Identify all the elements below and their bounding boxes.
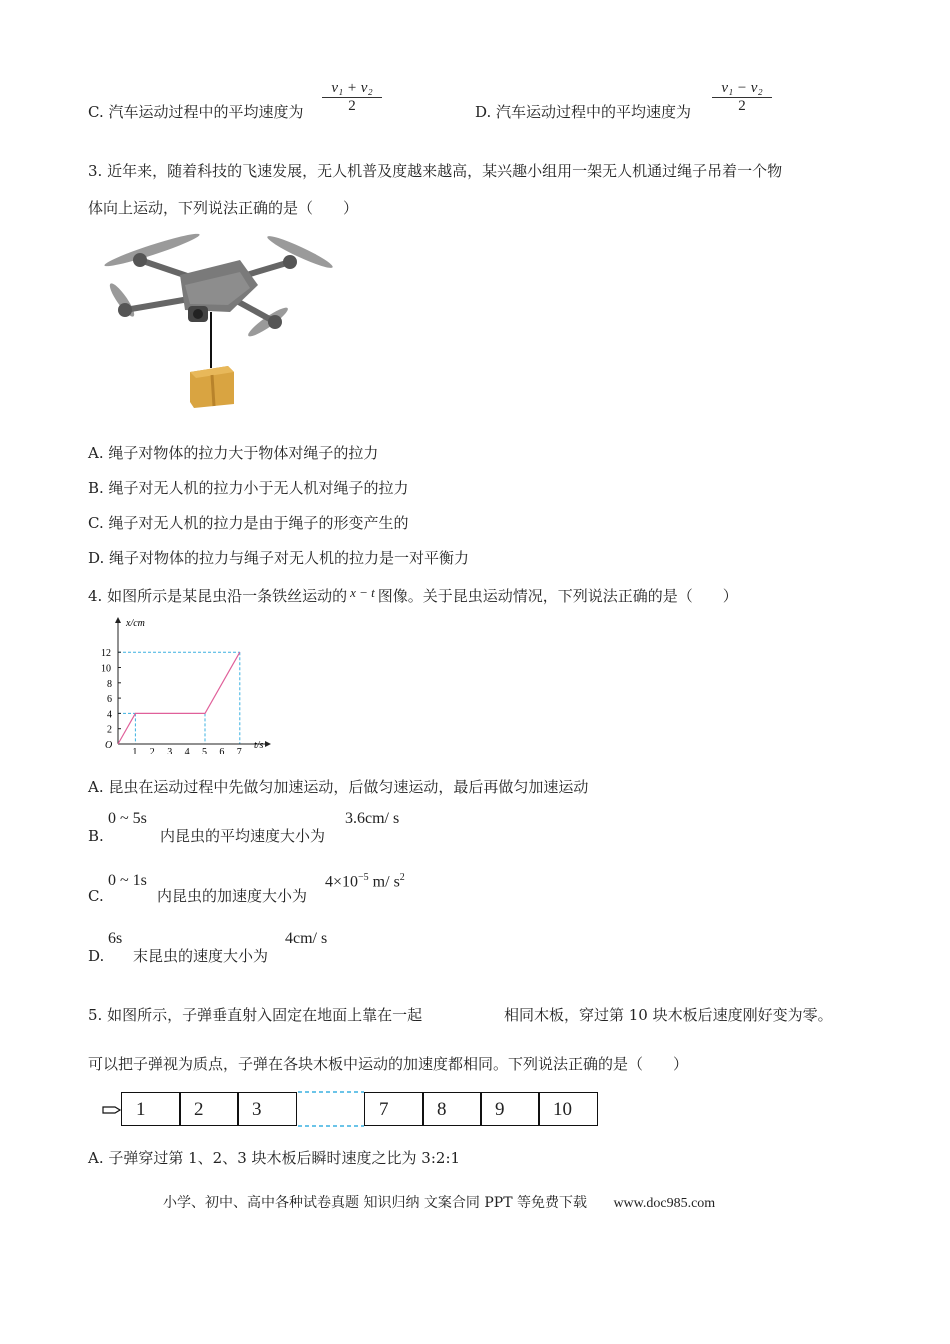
board-1: 1 [121, 1092, 181, 1126]
board-7: 7 [364, 1092, 424, 1126]
xt-chart [96, 612, 276, 754]
footer [163, 1192, 715, 1212]
q3-option-c: C. 绳子对无人机的拉力是由于绳子的形变产生的 [88, 514, 409, 532]
q4-option-d-math2: 4cm/ s [285, 930, 328, 947]
q4-option-d-math1: 6s [108, 930, 123, 947]
x-tick-label-6: 6 [219, 747, 225, 754]
x-tick-label-1: 1 [132, 747, 138, 754]
board-8: 8 [422, 1092, 482, 1126]
q3-option-d: D. 绳子对物体的拉力与绳子对无人机的拉力是一对平衡力 [88, 549, 470, 567]
q2-option-c-numerator: v₁ + v₂ [322, 80, 382, 98]
q5-stem-line1-a: 5. 如图所示，子弹垂直射入固定在地面上靠在一起 [88, 1006, 423, 1024]
q3-option-b: B. 绳子对无人机的拉力小于无人机对绳子的拉力 [88, 479, 409, 497]
q4-option-c-unit-exp: 2 [399, 872, 405, 883]
q3-stem-line1: 3. 近年来，随着科技的飞速发展，无人机普及度越来越高，某兴趣小组用一架无人机通过绳子吊着一个物 [88, 162, 783, 180]
q3-stem-line2: 体向上运动，下列说法正确的是（ ） [88, 199, 359, 217]
q4-option-b-text: 内昆虫的平均速度大小为 [160, 827, 326, 845]
x-tick-label-3: 3 [167, 747, 173, 754]
q4-option-c-coef: 4×10 [325, 873, 359, 891]
q4-option-c-math1: 0 ~ 1s [108, 872, 147, 889]
x-tick-label-4: 4 [184, 747, 190, 754]
q4-stem-post: 图像。关于昆虫运动情况，下列说法正确的是（ ） [377, 587, 738, 605]
q3-option-a: A. 绳子对物体的拉力大于物体对绳子的拉力 [88, 444, 379, 462]
q2-option-c-fraction [322, 80, 382, 115]
q5-option-a: A. 子弹穿过第 1、2、3 块木板后瞬时速度之比为 3:2:1 [88, 1149, 461, 1167]
q4-option-c-unit: m/ s [368, 873, 400, 891]
y-tick-label-6: 6 [107, 694, 112, 706]
y-tick-label-12: 12 [101, 648, 111, 660]
q4-option-b-math1: 0 ~ 5s [108, 810, 147, 827]
bullet-icon [102, 1104, 122, 1116]
x-tick-label-5: 5 [202, 747, 207, 754]
q4-stem-math: x − t [350, 585, 375, 600]
q2-option-c: C. 汽车运动过程中的平均速度为 [88, 103, 304, 121]
board-9: 9 [480, 1092, 540, 1126]
y-tick-label-2: 2 [107, 724, 112, 736]
board-10: 10 [538, 1092, 598, 1126]
q2-option-d-fraction [712, 80, 772, 115]
footer-url[interactable]: www.doc985.com [613, 1196, 716, 1211]
q4-option-b-label: B. [88, 827, 104, 845]
x-tick-label-7: 7 [236, 747, 242, 754]
q4-stem [88, 583, 738, 606]
q4-stem-pre: 4. 如图所示是某昆虫沿一条铁丝运动的 [88, 587, 348, 605]
q4-option-c-text: 内昆虫的加速度大小为 [157, 887, 308, 905]
footer-text: 小学、初中、高中各种试卷真题 知识归纳 文案合同 PPT 等免费下载 [163, 1195, 587, 1211]
q2-option-d: D. 汽车运动过程中的平均速度为 [475, 103, 692, 121]
q4-option-c-label: C. [88, 887, 104, 905]
q2-option-d-denominator: 2 [738, 98, 746, 114]
y-tick-label-4: 4 [107, 709, 112, 721]
q4-option-a: A. 昆虫在运动过程中先做匀加速运动，后做匀速运动，最后再做匀加速运动 [88, 778, 589, 796]
q2-option-c-denominator: 2 [348, 98, 356, 114]
board-3: 3 [237, 1092, 297, 1126]
boards-gap [296, 1091, 366, 1127]
q4-option-b-math2: 3.6cm/ s [345, 810, 400, 827]
q5-stem-line2: 可以把子弹视为质点，子弹在各块木板中运动的加速度都相同。下列说法正确的是（ ） [88, 1055, 689, 1073]
x-tick-label-2: 2 [149, 747, 155, 754]
q4-option-d-text: 末昆虫的速度大小为 [133, 947, 269, 965]
q4-option-c-exp: −5 [358, 872, 369, 883]
q2-option-d-numerator: v₁ − v₂ [712, 80, 772, 98]
origin-label: O [105, 740, 113, 751]
drone-illustration [100, 230, 340, 410]
q4-option-d-label: D. [88, 947, 105, 965]
q4-option-c-math2 [325, 872, 405, 891]
y-tick-label-10: 10 [101, 663, 111, 675]
y-axis-label: x/cm [126, 618, 145, 629]
series-line [118, 652, 240, 744]
y-tick-label-8: 8 [107, 678, 112, 690]
q5-stem-line1-b: 相同木板，穿过第 10 块木板后速度刚好变为零。 [504, 1006, 833, 1024]
x-axis-label: t/s [254, 740, 264, 751]
board-2: 2 [179, 1092, 239, 1126]
